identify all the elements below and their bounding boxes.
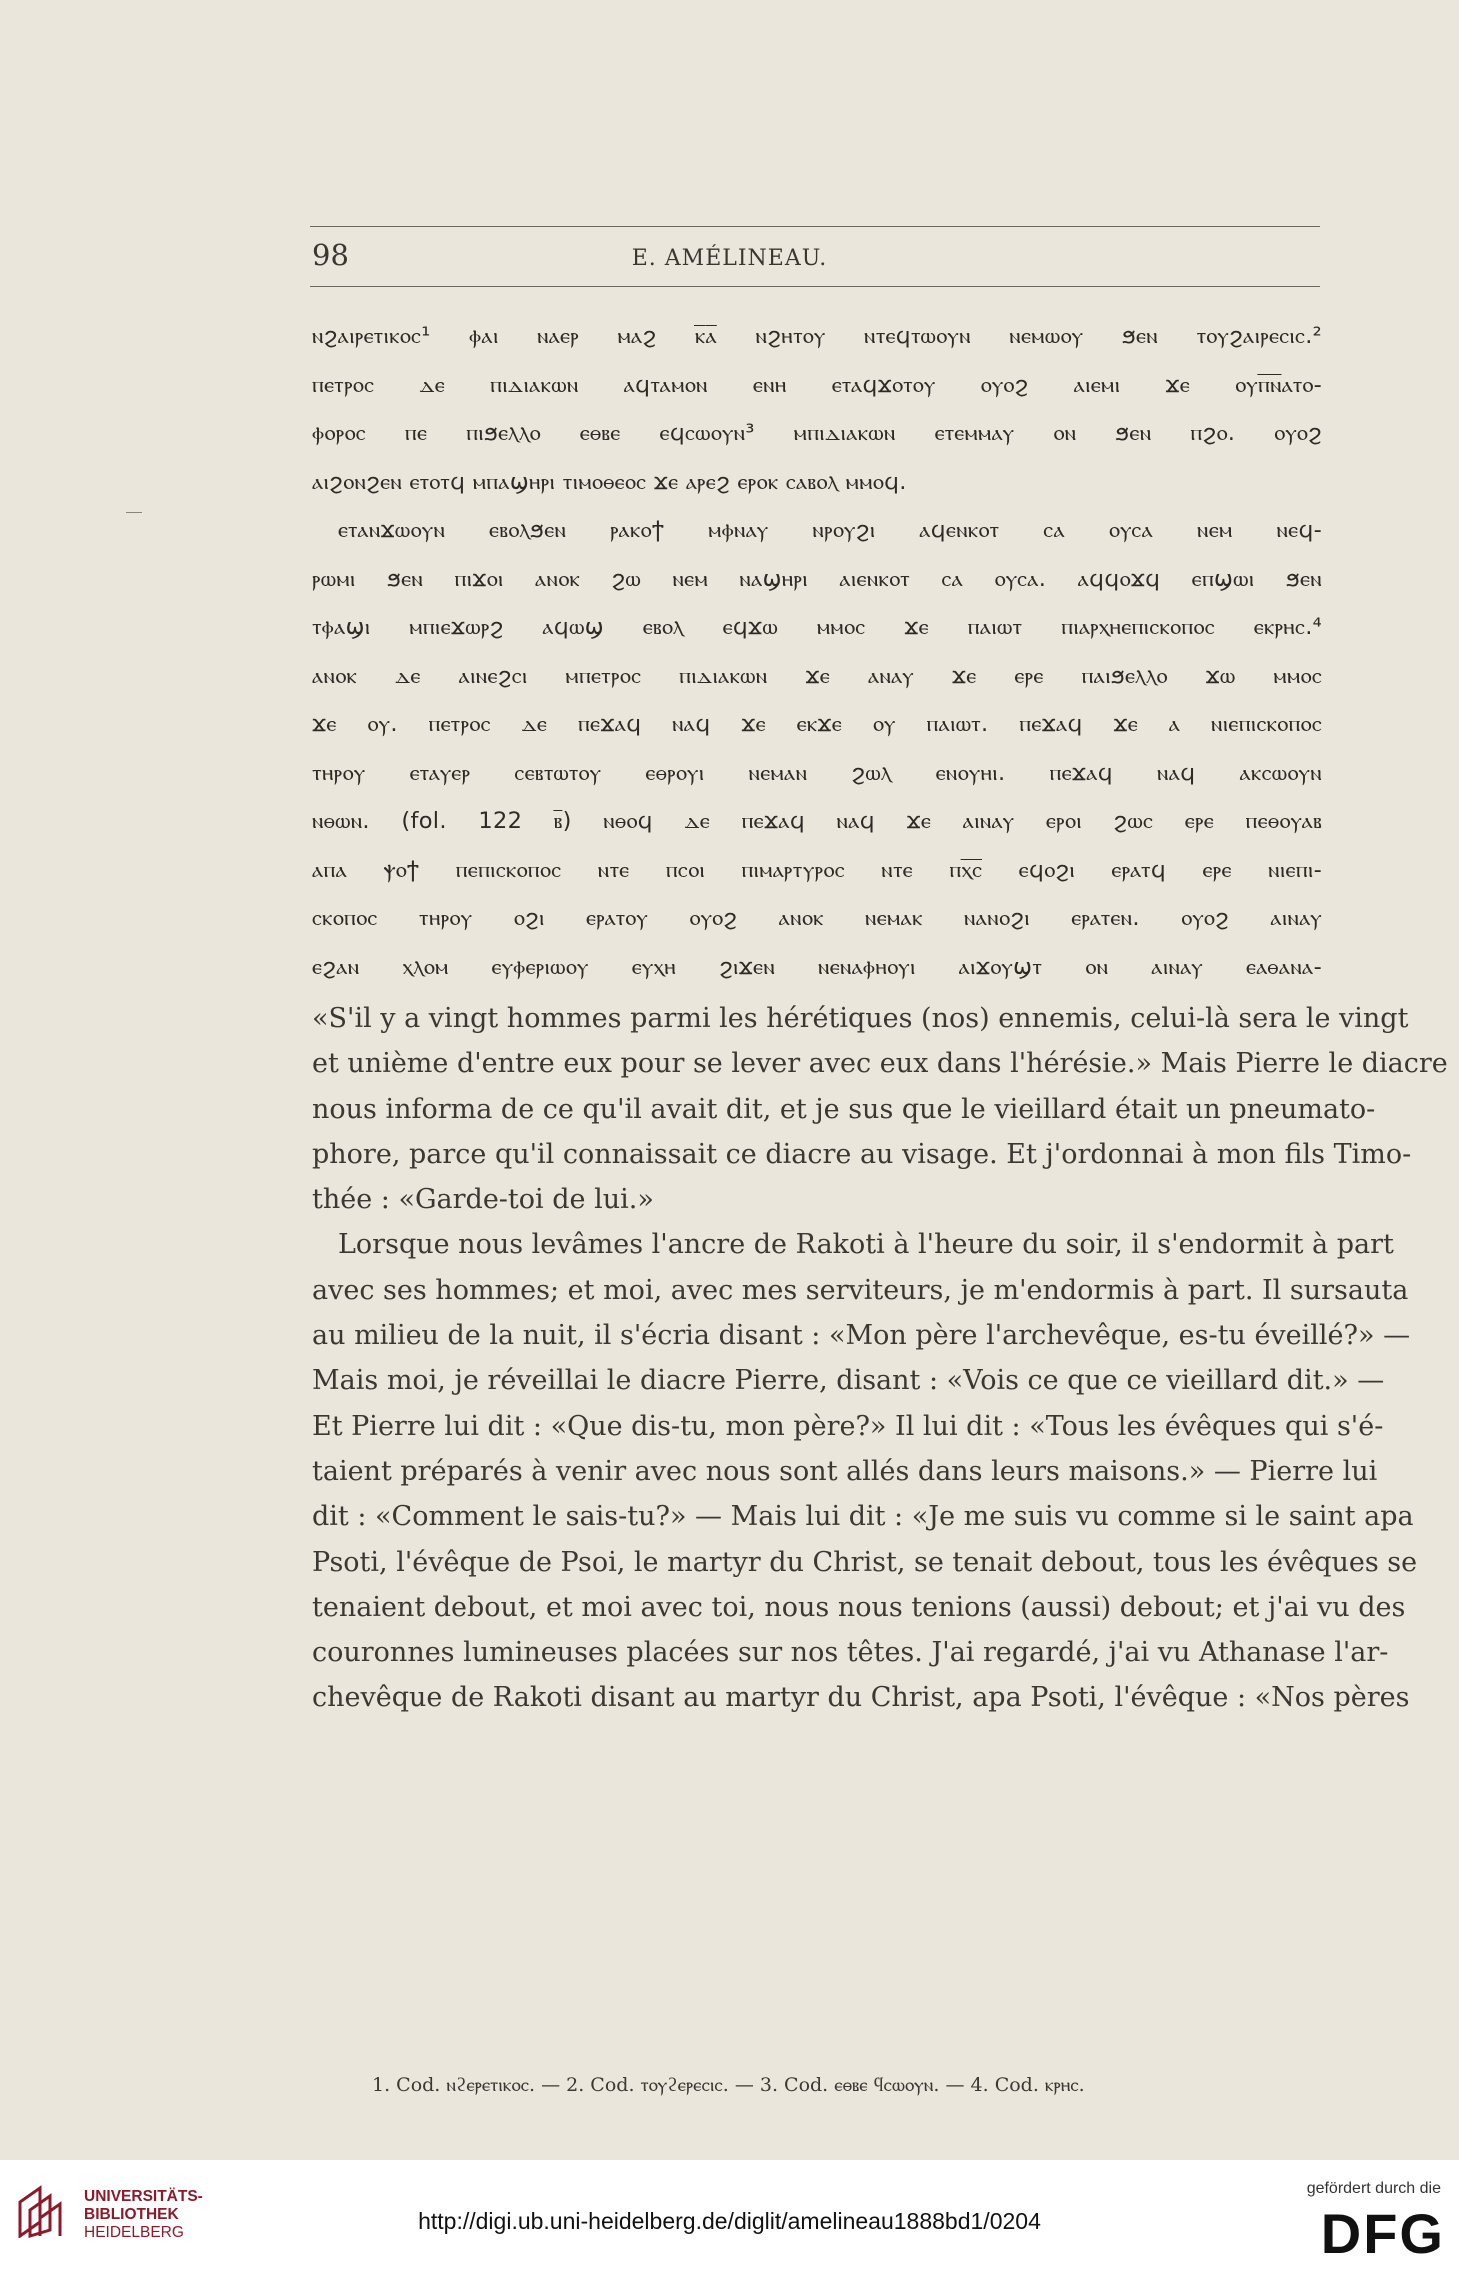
french-line: et unième d'entre eux pour se lever avec eux dans l'hérésie.» Mais Pierre le diacre — [312, 1048, 1448, 1080]
permalink-url[interactable]: http://digi.ub.uni-heidelberg.de/diglit/amelineau1888bd1/0204 — [418, 2208, 1041, 2234]
french-line: taient préparés à venir avec nous sont allés dans leurs maisons.» — Pierre lui — [312, 1455, 1378, 1487]
french-line: dit : «Comment le sais-tu?» — Mais lui dit : «Je me suis vu comme si le saint apa — [312, 1501, 1414, 1533]
french-line: au milieu de la nuit, il s'écria disant : «Mon père l'archevêque, es-tu éveillé?» — — [312, 1320, 1411, 1352]
french-line: Psoti, l'évêque de Psoi, le martyr du Christ, se tenait debout, tous les évêques se — [312, 1546, 1418, 1578]
viewer-footer — [0, 2160, 1459, 2280]
french-line: phore, parce qu'il connaissait ce diacre au visage. Et j'ordonnai à mon fils Timo- — [312, 1138, 1412, 1170]
funding-label: gefördert durch die — [1306, 2180, 1441, 2197]
french-line: thée : «Garde-toi de lui.» — [312, 1184, 654, 1216]
french-line: Mais moi, je réveillai le diacre Pierre, disant : «Vois ce que ce vieillard dit.» — — [312, 1365, 1385, 1397]
french-line: Et Pierre lui dit : «Que dis-tu, mon père?» Il lui dit : «Tous les évêques qui s'é- — [312, 1410, 1384, 1442]
coptic-line: ⲉϩⲁⲛ ⲭⲗⲟⲙ ⲉⲩⲫⲉⲣⲓⲱⲟⲩ ⲉⲩⲭⲏ ϩⲓϫⲉⲛ ⲛⲉⲛⲁⲫⲏⲟⲩⲓ ⲁⲓϫⲟⲩϣⲧ ⲟⲛ ⲁⲓⲛⲁⲩ ⲉⲁⲑⲁⲛⲁ- — [312, 953, 1322, 980]
coptic-line: ⲥⲕⲟⲡⲟⲥ ⲧⲏⲣⲟⲩ ⲟϩⲓ ⲉⲣⲁⲧⲟⲩ ⲟⲩⲟϩ ⲁⲛⲟⲕ ⲛⲉⲙⲁⲕ ⲛⲁⲛⲟϩⲓ ⲉⲣⲁⲧⲉⲛ. ⲟⲩⲟϩ ⲁⲓⲛⲁⲩ — [312, 905, 1322, 931]
page-footnotes: 1. Cod. ⲛϩⲉⲣⲉⲧⲓⲕⲟⲥ. — 2. Cod. ⲧⲟⲩϩⲉⲣⲉⲥⲓⲥ. — 3. Cod. ⲉⲑⲃⲉ ϥⲥⲱⲟⲩⲛ. — 4. Cod. ⲕⲣⲏⲥ. — [372, 2074, 1085, 2096]
header-rule-bottom — [310, 286, 1320, 287]
french-line: tenaient debout, et moi avec toi, nous nous tenions (aussi) debout; et j'ai vu des — [312, 1591, 1406, 1623]
french-line: chevêque de Rakoti disant au martyr du Christ, apa Psoti, l'évêque : «Nos pères — [312, 1682, 1410, 1714]
french-line: «S'il y a vingt hommes parmi les hérétiques (nos) ennemis, celui-là sera le vingt — [312, 1003, 1409, 1034]
coptic-line: ⲫⲟⲣⲟⲥ ⲡⲉ ⲡⲓϧⲉⲗⲗⲟ ⲉⲑⲃⲉ ⲉϥⲥⲱⲟⲩⲛ³ ⲙⲡⲓⲇⲓⲁⲕⲱⲛ ⲉⲧⲉⲙⲙⲁⲩ ⲟⲛ ϧⲉⲛ ⲡϩⲟ. ⲟⲩⲟϩ — [312, 420, 1322, 446]
french-line: avec ses hommes; et moi, avec mes serviteurs, je m'endormis à part. Il sursauta — [312, 1274, 1409, 1306]
library-name-line: UNIVERSITÄTS- — [84, 2188, 203, 2205]
french-translation-block — [312, 996, 1448, 1721]
french-line: nous informa de ce qu'il avait dit, et je sus que le vieillard était un pneumato- — [312, 1093, 1376, 1125]
library-name-line: HEIDELBERG — [84, 2224, 184, 2241]
coptic-line: ⲁⲛⲟⲕ ⲇⲉ ⲁⲓⲛⲉϩⲥⲓ ⲙⲡⲉⲧⲣⲟⲥ ⲡⲓⲇⲓⲁⲕⲱⲛ ϫⲉ ⲁⲛⲁⲩ ϫⲉ ⲉⲣⲉ ⲡⲁⲓϧⲉⲗⲗⲟ ϫⲱ ⲙⲙⲟⲥ — [312, 662, 1322, 689]
coptic-line: ⲛϩⲁⲓⲣⲉⲧⲓⲕⲟⲥ¹ ⲫⲁⲓ ⲛⲁⲉⲣ ⲙⲁϩ ⲕ̅ⲁ̅ ⲛϩⲏⲧⲟⲩ ⲛⲧⲉϥⲧⲱⲟⲩⲛ ⲛⲉⲙⲱⲟⲩ ϧⲉⲛ ⲧⲟⲩϩⲁⲓⲣⲉⲥⲓⲥ.² — [312, 323, 1322, 349]
coptic-line: ⲁⲓϩⲟⲛϩⲉⲛ ⲉⲧⲟⲧϥ ⲙⲡⲁϣⲏⲣⲓ ⲧⲓⲙⲟⲑⲉⲟⲥ ϫⲉ ⲁⲣⲉϩ ⲉⲣⲟⲕ ⲥⲁⲃⲟⲗ ⲙⲙⲟϥ. — [312, 468, 907, 495]
coptic-line: ⲧⲫⲁϣⲓ ⲙⲡⲓⲉϫⲱⲣϩ ⲁϥⲱϣ ⲉⲃⲟⲗ ⲉϥϫⲱ ⲙⲙⲟⲥ ϫⲉ ⲡⲁⲓⲱⲧ ⲡⲓⲁⲣⲭⲏⲉⲡⲓⲥⲕⲟⲡⲟⲥ ⲉⲕⲣⲏⲥ.⁴ — [312, 614, 1322, 640]
coptic-line: ⲡⲉⲧⲣⲟⲥ ⲇⲉ ⲡⲓⲇⲓⲁⲕⲱⲛ ⲁϥⲧⲁⲙⲟⲛ ⲉⲛⲏ ⲉⲧⲁϥϫⲟⲧⲟⲩ ⲟⲩⲟϩ ⲁⲓⲉⲙⲓ ϫⲉ ⲟⲩⲡ̅ⲛ̅ⲁⲧⲟ- — [312, 371, 1322, 398]
coptic-line: ϫⲉ ⲟⲩ. ⲡⲉⲧⲣⲟⲥ ⲇⲉ ⲡⲉϫⲁϥ ⲛⲁϥ ϫⲉ ⲉⲕϫⲉ ⲟⲩ ⲡⲁⲓⲱⲧ. ⲡⲉϫⲁϥ ϫⲉ ⲁ ⲛⲓⲉⲡⲓⲥⲕⲟⲡⲟⲥ — [312, 711, 1322, 737]
page-number: 98 — [312, 238, 349, 272]
header-rule-top — [310, 226, 1320, 227]
coptic-text-block — [312, 312, 1322, 991]
dfg-logo: DFG — [1320, 2202, 1445, 2265]
running-head: E. AMÉLINEAU. — [631, 246, 828, 271]
coptic-line: ⲣⲱⲙⲓ ϧⲉⲛ ⲡⲓϫⲟⲓ ⲁⲛⲟⲕ ϩⲱ ⲛⲉⲙ ⲛⲁϣⲏⲣⲓ ⲁⲓⲉⲛⲕⲟⲧ ⲥⲁ ⲟⲩⲥⲁ. ⲁϥϥⲟϫϥ ⲉⲡϣⲱⲓ ϧⲉⲛ — [312, 565, 1322, 592]
french-line: couronnes lumineuses placées sur nos têtes. J'ai regardé, j'ai vu Athanase l'ar- — [312, 1637, 1389, 1669]
library-name-line: BIBLIOTHEK — [84, 2206, 179, 2223]
coptic-line: ⲉⲧⲁⲛϫⲱⲟⲩⲛ ⲉⲃⲟⲗϧⲉⲛ ⲣⲁⲕⲟϯ ⲙⲫⲛⲁⲩ ⲛⲣⲟⲩϩⲓ ⲁϥⲉⲛⲕⲟⲧ ⲥⲁ ⲟⲩⲥⲁ ⲛⲉⲙ ⲛⲉϥ- — [338, 517, 1322, 543]
coptic-line: ⲧⲏⲣⲟⲩ ⲉⲧⲁⲩⲉⲣ ⲥⲉⲃⲧⲱⲧⲟⲩ ⲉⲑⲣⲟⲩⲓ ⲛⲉⲙⲁⲛ ϩⲱⲗ ⲉⲛⲟⲩⲏⲓ. ⲡⲉϫⲁϥ ⲛⲁϥ ⲁⲕⲥⲱⲟⲩⲛ — [312, 759, 1322, 786]
coptic-line: ⲁⲡⲁ ⲯⲟϯ ⲡⲉⲡⲓⲥⲕⲟⲡⲟⲥ ⲛⲧⲉ ⲡⲥⲟⲓ ⲡⲓⲙⲁⲣⲧⲩⲣⲟⲥ ⲛⲧⲉ ⲡⲭ̅ⲥ̅ ⲉϥⲟϩⲓ ⲉⲣⲁⲧϥ ⲉⲣⲉ ⲛⲓⲉⲡⲓ- — [312, 856, 1322, 883]
french-line: Lorsque nous levâmes l'ancre de Rakoti à l'heure du soir, il s'endormit à part — [338, 1229, 1394, 1261]
coptic-line: ⲛⲑⲱⲛ. (fol. 122 ⲃ̅) ⲛⲑⲟϥ ⲇⲉ ⲡⲉϫⲁϥ ⲛⲁϥ ϫⲉ ⲁⲓⲛⲁⲩ ⲉⲣⲟⲓ ϩⲱⲥ ⲉⲣⲉ ⲡⲉⲑⲟⲩⲁⲃ — [312, 808, 1322, 834]
margin-mark — [126, 512, 142, 513]
